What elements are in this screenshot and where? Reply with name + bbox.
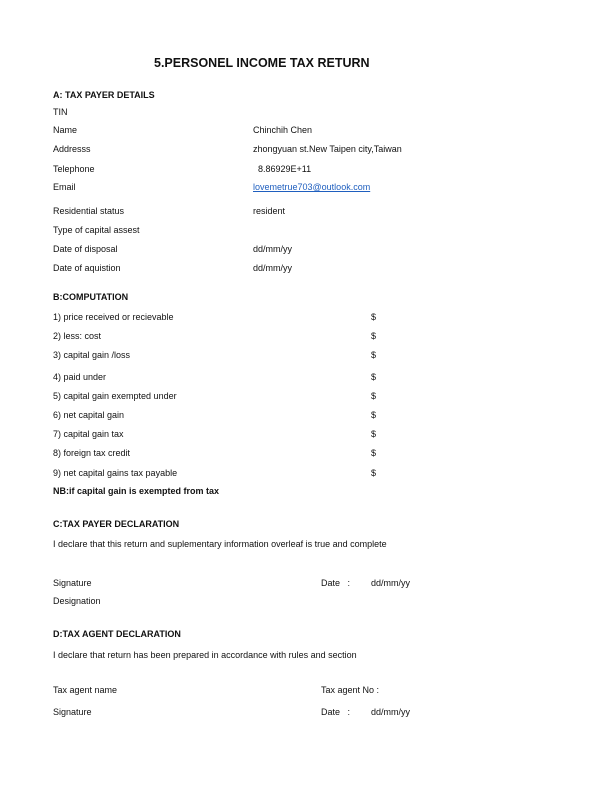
field-label: Addresss bbox=[53, 144, 91, 154]
designation-label: Designation bbox=[53, 596, 101, 606]
currency-symbol: $ bbox=[371, 331, 377, 341]
field-value: zhongyuan st.New Taipen city,Taiwan bbox=[253, 144, 402, 154]
field-label: Name bbox=[53, 125, 78, 135]
section-d-heading: D:TAX AGENT DECLARATION bbox=[53, 629, 181, 639]
computation-item: 6) net capital gain bbox=[53, 410, 125, 420]
page-title: 5.PERSONEL INCOME TAX RETURN bbox=[154, 56, 370, 70]
taxpayer-declaration-statement: I declare that this return and suplementary information overleaf is true and complete bbox=[53, 539, 387, 549]
section-b-heading: B:COMPUTATION bbox=[53, 292, 129, 302]
currency-symbol: $ bbox=[371, 448, 377, 458]
field-value: Chinchih Chen bbox=[253, 125, 313, 135]
field-label: Type of capital assest bbox=[53, 225, 140, 235]
computation-item: 3) capital gain /loss bbox=[53, 350, 131, 360]
tax-agent-name-label: Tax agent name bbox=[53, 685, 118, 695]
computation-item: 4) paid under bbox=[53, 372, 107, 382]
currency-symbol: $ bbox=[371, 429, 377, 439]
computation-item: 1) price received or recievable bbox=[53, 312, 174, 322]
currency-symbol: $ bbox=[371, 372, 377, 382]
computation-item: 9) net capital gains tax payable bbox=[53, 468, 178, 478]
tax-agent-no-label: Tax agent No : bbox=[321, 685, 380, 695]
field-label: Date of disposal bbox=[53, 244, 118, 254]
computation-item: 7) capital gain tax bbox=[53, 429, 124, 439]
exemption-note: NB:if capital gain is exempted from tax bbox=[53, 486, 220, 496]
computation-item: 5) capital gain exempted under bbox=[53, 391, 177, 401]
agent-date-value: dd/mm/yy bbox=[371, 707, 411, 717]
currency-symbol: $ bbox=[371, 410, 377, 420]
email-link[interactable]: lovemetrue703@outlook.com bbox=[253, 182, 371, 192]
computation-item: 2) less: cost bbox=[53, 331, 102, 341]
currency-symbol: $ bbox=[371, 468, 377, 478]
field-value: dd/mm/yy bbox=[253, 244, 293, 254]
currency-symbol: $ bbox=[371, 312, 377, 322]
field-label: Telephone bbox=[53, 164, 95, 174]
field-value: resident bbox=[253, 206, 286, 216]
currency-symbol: $ bbox=[371, 350, 377, 360]
field-value: dd/mm/yy bbox=[253, 263, 293, 273]
field-label: TIN bbox=[53, 107, 68, 117]
section-c-heading: C:TAX PAYER DECLARATION bbox=[53, 519, 180, 529]
field-label: Residential status bbox=[53, 206, 125, 216]
section-a-heading: A: TAX PAYER DETAILS bbox=[53, 90, 155, 100]
taxpayer-signature-label: Signature bbox=[53, 578, 92, 588]
taxpayer-date-value: dd/mm/yy bbox=[371, 578, 411, 588]
currency-symbol: $ bbox=[371, 391, 377, 401]
agent-declaration-statement: I declare that return has been prepared in accordance with rules and section bbox=[53, 650, 357, 660]
field-label: Date of aquistion bbox=[53, 263, 121, 273]
field-label: Email bbox=[53, 182, 76, 192]
field-value: 8.86929E+11 bbox=[258, 164, 312, 174]
taxpayer-date-label: Date : bbox=[321, 578, 351, 588]
computation-item: 8) foreign tax credit bbox=[53, 448, 131, 458]
agent-signature-label: Signature bbox=[53, 707, 92, 717]
agent-date-label: Date : bbox=[321, 707, 351, 717]
